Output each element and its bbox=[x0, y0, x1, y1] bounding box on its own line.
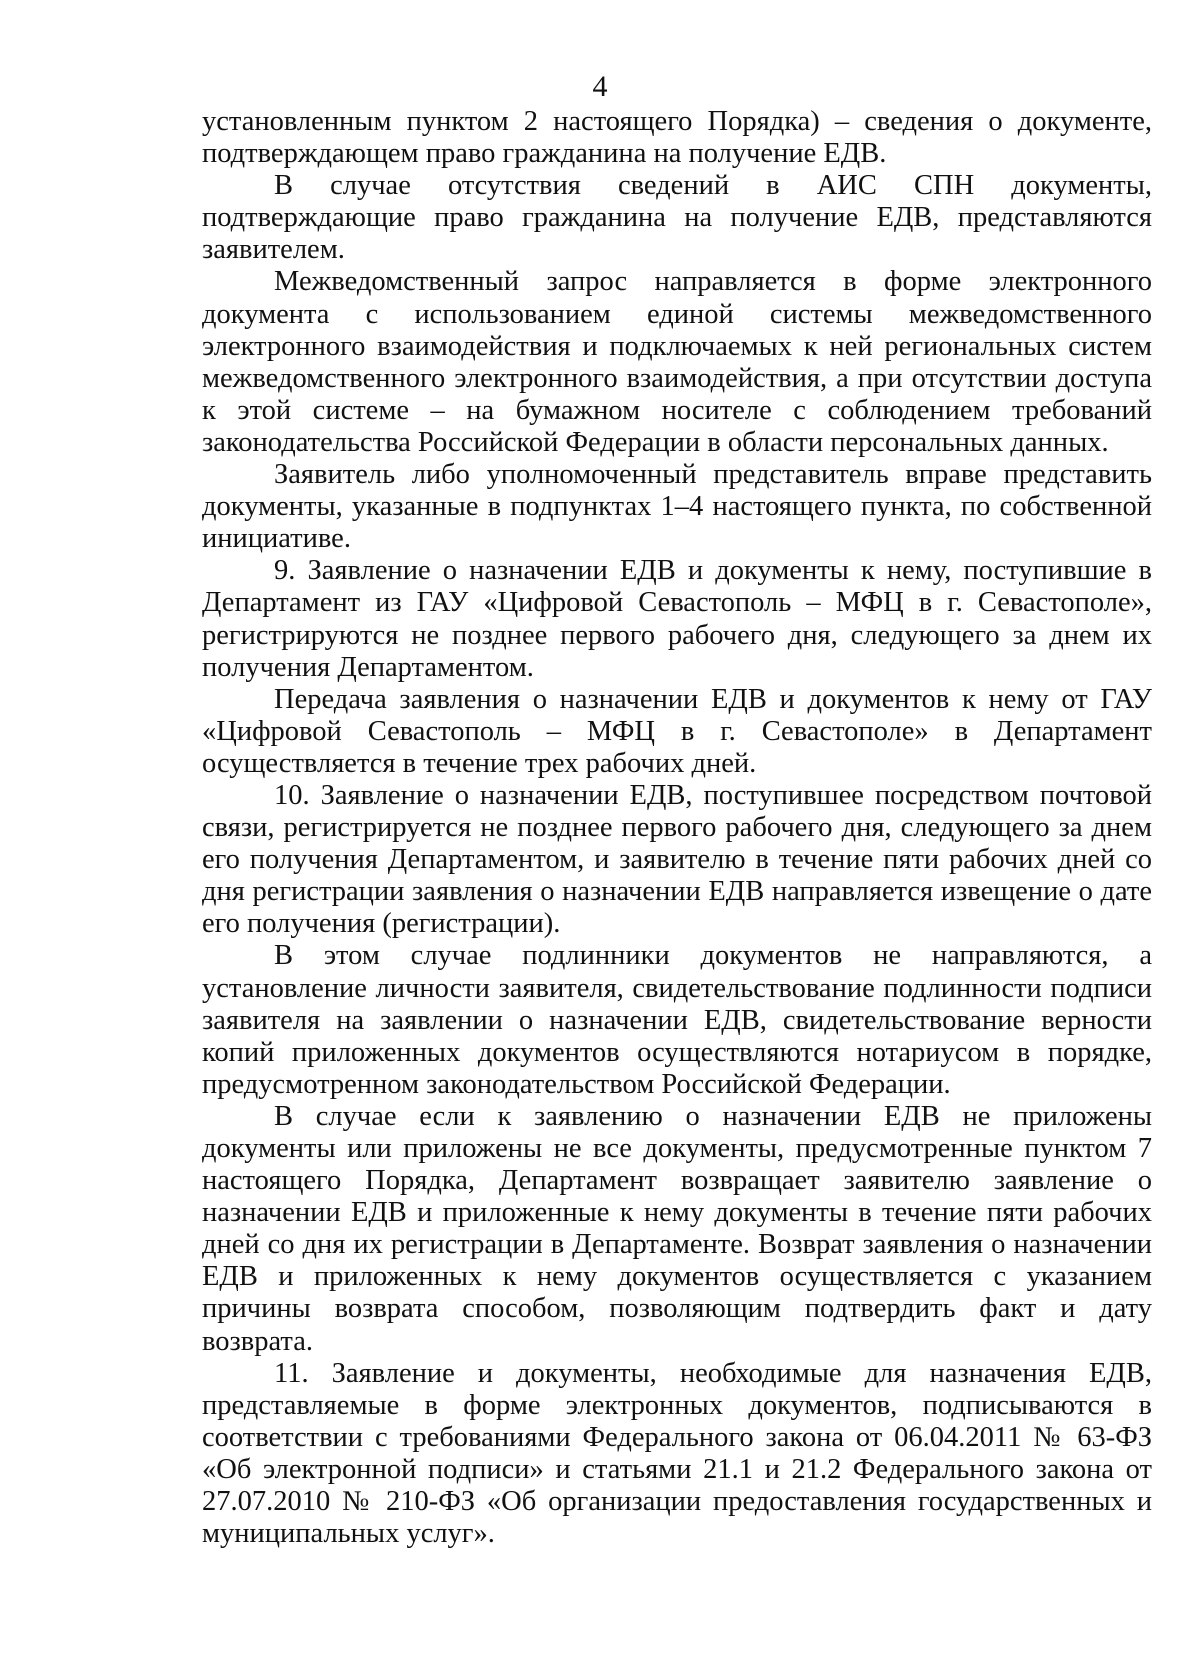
paragraph-return: В случае если к заявлению о назначении ЕДВ не приложены документы или приложены не все документы, предусмотренные пунктом 7 настоящего Порядка, Департамент возвращает заявителю заявление о назначении ЕДВ и приложенные к нему документы в течение пяти рабочих дней со дня их регистрации в Департаменте. Возврат заявления о назначении ЕДВ и приложенных к нему документов осуществляется с указанием причины возврата способом, позволяющим подтвердить факт и дату возврата. bbox=[202, 1100, 1152, 1357]
paragraph-own-initiative: Заявитель либо уполномоченный представитель вправе представить документы, указанные в подпунктах 1–4 настоящего пункта, по собственной инициативе. bbox=[202, 459, 1152, 555]
paragraph-interagency-request: Межведомственный запрос направляется в форме электронного документа с использованием единой системы межведомственного электронного взаимодействия и подключаемых к ней региональных систем межведомственного электронного взаимодействия, а при отсутствии доступа к этой системе – на бумажном носителе с соблюдением требований законодательства Российской Федерации в области персональных данных. bbox=[202, 266, 1152, 458]
paragraph-originals: В этом случае подлинники документов не направляются, а установление личности заявителя, свидетельствование подлинности подписи заявителя на заявлении о назначении ЕДВ, свидетельствование верности копий приложенных документов осуществляются нотариусом в порядке, предусмотренном законодательством Российской Федерации. bbox=[202, 940, 1152, 1100]
page-number: 4 bbox=[592, 70, 608, 103]
paragraph-item-11: 11. Заявление и документы, необходимые для назначения ЕДВ, представляемые в форме электронных документов, подписываются в соответствии с требованиями Федерального закона от 06.04.2011 № 63-ФЗ «Об электронной подписи» и статьями 21.1 и 21.2 Федерального закона от 27.07.2010 № 210-ФЗ «Об организации предоставления государственных и муниципальных услуг». bbox=[202, 1357, 1152, 1550]
document-body bbox=[202, 106, 1152, 1550]
paragraph-transfer-term: Передача заявления о назначении ЕДВ и документов к нему от ГАУ «Цифровой Севастополь – МФЦ в г. Севастополе» в Департамент осуществляется в течение трех рабочих дней. bbox=[202, 683, 1152, 779]
paragraph-missing-info: В случае отсутствия сведений в АИС СПН документы, подтверждающие право гражданина на получение ЕДВ, представляются заявителем. bbox=[202, 170, 1152, 266]
paragraph-continuation: установленным пунктом 2 настоящего Порядка) – сведения о документе, подтверждающем право гражданина на получение ЕДВ. bbox=[202, 106, 1152, 170]
paragraph-item-9: 9. Заявление о назначении ЕДВ и документы к нему, поступившие в Департамент из ГАУ «Цифровой Севастополь – МФЦ в г. Севастополе», регистрируются не позднее первого рабочего дня, следующего за днем их получения Департаментом. bbox=[202, 555, 1152, 683]
paragraph-item-10: 10. Заявление о назначении ЕДВ, поступившее посредством почтовой связи, регистрируется не позднее первого рабочего дня, следующего за днем его получения Департаментом, и заявителю в течение пяти рабочих дней со дня регистрации заявления о назначении ЕДВ направляется извещение о дате его получения (регистрации). bbox=[202, 779, 1152, 940]
